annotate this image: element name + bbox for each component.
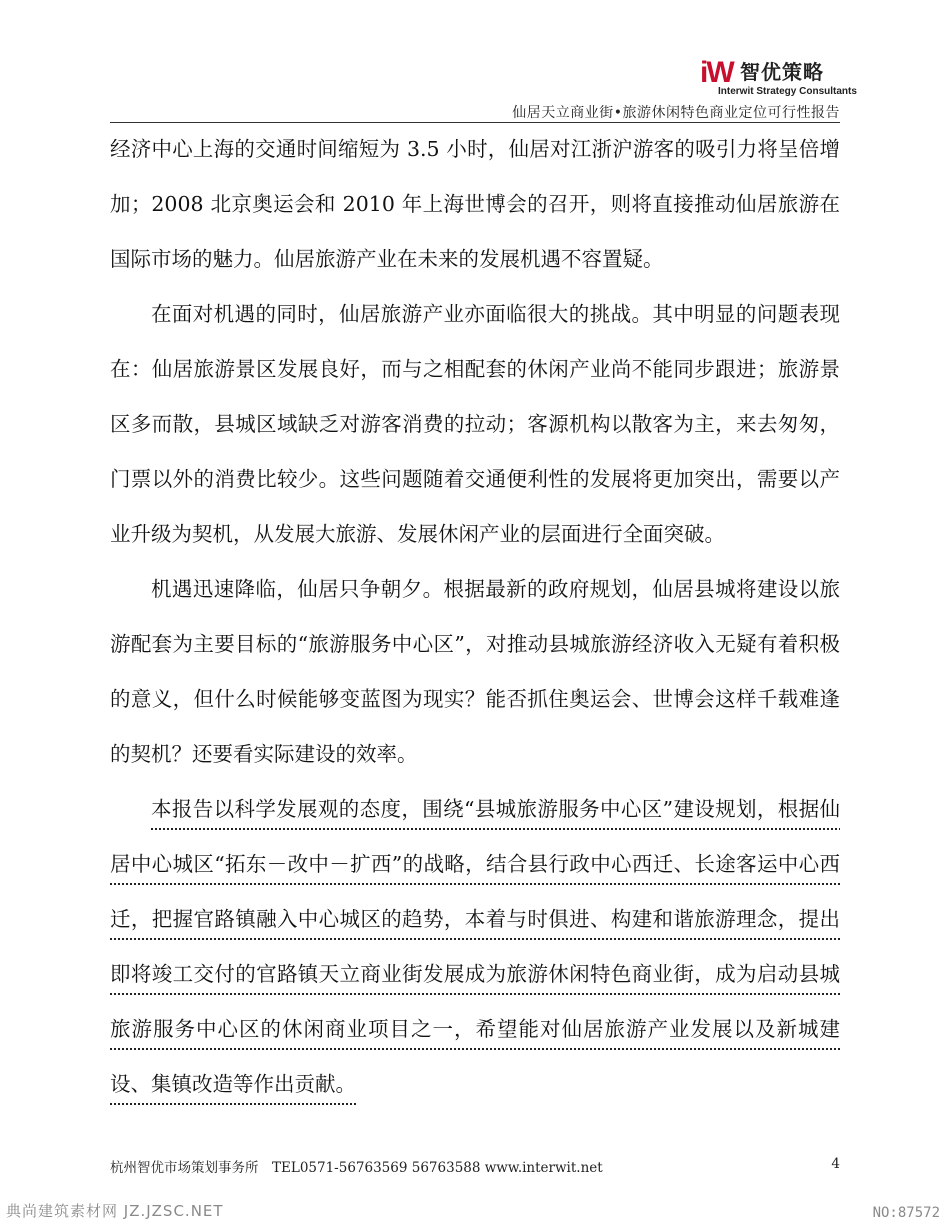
paragraph-1: 经济中心上海的交通时间缩短为 3.5 小时，仙居对江浙沪游客的吸引力将呈倍增加；2008 北京奥运会和 2010 年上海世博会的召开，则将直接推动仙居旅游在国际市场的魅力。仙居旅游产业在未来的发展机遇不容置疑。 [110,137,840,271]
company-logo [700,56,857,102]
logo-english-name: Interwit Strategy Consultants [718,86,857,97]
watermark-site: 典尚建筑素材网 JZ.JZSC.NET [6,1202,224,1220]
logo-mark: iW [700,56,733,89]
footer-contact: 杭州智优市场策划事务所 TEL0571-56763569 56763588 www.interwit.net [110,1160,603,1176]
page-number: 4 [831,1156,840,1172]
document-body [110,122,840,1112]
paragraph-2: 在面对机遇的同时，仙居旅游产业亦面临很大的挑战。其中明显的问题表现在：仙居旅游景区发展良好，而与之相配套的休闲产业尚不能同步跟进；旅游景区多而散，县城区域缺乏对游客消费的拉动；客源机构以散客为主，来去匆匆，门票以外的消费比较少。这些问题随着交通便利性的发展将更加突出，需要以产业升级为契机，从发展大旅游、发展休闲产业的层面进行全面突破。 [110,302,840,546]
paragraph-3: 机遇迅速降临，仙居只争朝夕。根据最新的政府规划，仙居县城将建设以旅游配套为主要目标的“旅游服务中心区”，对推动县城旅游经济收入无疑有着积极的意义，但什么时候能够变蓝图为现实？能否抓住奥运会、世博会这样千载难逢的契机？还要看实际建设的效率。 [110,577,840,766]
paragraph-4-emphasized: 本报告以科学发展观的态度，围绕“县城旅游服务中心区”建设规划，根据仙居中心城区“拓东－改中－扩西”的战略，结合县行政中心西迁、长途客运中心西迁，把握官路镇融入中心城区的趋势，本着与时俱进、构建和谐旅游理念，提出即将竣工交付的官路镇天立商业街发展成为旅游休闲特色商业街，成为启动县城旅游服务中心区的休闲商业项目之一，希望能对仙居旅游产业发展以及新城建设、集镇改造等作出贡献。 [110,797,840,1096]
watermark-number: NO:87572 [872,1205,940,1221]
report-header-title: 仙居天立商业街•旅游休闲特色商业定位可行性报告 [512,105,840,121]
logo-chinese-name: 智优策略 [740,60,824,84]
